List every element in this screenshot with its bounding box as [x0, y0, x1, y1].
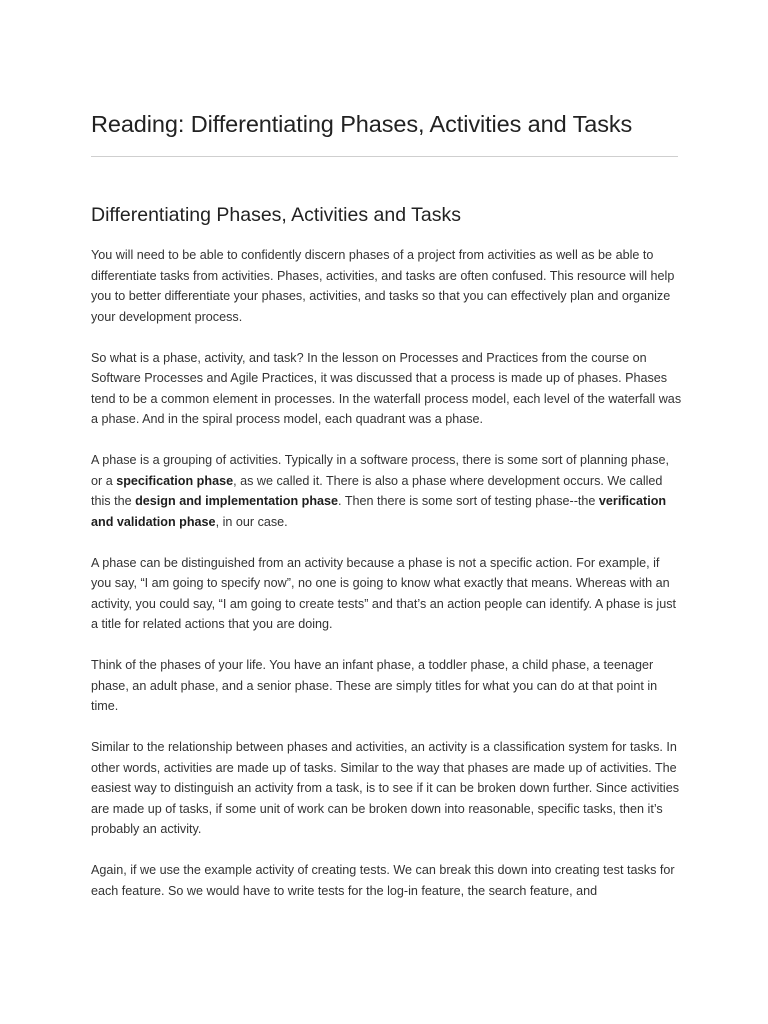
title-divider [91, 156, 678, 157]
bold-design-implementation-phase: design and implementation phase [135, 494, 339, 508]
phase-text-1: A phase is a grouping of activities. Typically in a software process, there is some sort of planning phase, or a [91, 453, 669, 488]
paragraph-intro: You will need to be able to confidently discern phases of a project from activities as well as be able to differentiate tasks from activities. Phases, activities, and tasks are often confused. This resource will help you to better differentiate your phases, activities, and tasks so that you can effectively plan and organize your development process. [91, 248, 675, 324]
paragraph-phase-grouping [91, 450, 683, 532]
phase-text-2: , as we called it. There is also a phase where development occurs. We called this the [91, 473, 663, 508]
article-body [91, 245, 683, 922]
page-title: Reading: Differentiating Phases, Activities and Tasks [91, 111, 633, 137]
paragraph-activity-vs-task: Similar to the relationship between phases and activities, an activity is a classification system for tasks. In other words, activities are made up of tasks. Similar to the way that phases are made up of activities. The easiest way to distinguish an activity from a task, is to see if it can be broken down further. Since activities are made up of tasks, if some unit of work can be broken down into reasonable, specific tasks, then it’s probably an activity. [91, 740, 679, 836]
phase-text-3: . Then there is some sort of testing phase--the [338, 494, 599, 508]
paragraph-test-example: Again, if we use the example activity of creating tests. We can break this down into creating test tasks for each feature. So we would have to write tests for the log-in feature, the search feature, and [91, 863, 675, 898]
paragraph-life-phases: Think of the phases of your life. You have an infant phase, a toddler phase, a child phase, a teenager phase, an adult phase, and a senior phase. These are simply titles for what you can do at that point in time. [91, 658, 658, 713]
phase-text-4: , in our case. [215, 514, 288, 529]
paragraph-definition-question: So what is a phase, activity, and task? In the lesson on Processes and Practices from the course on Software Processes and Agile Practices, it was discussed that a process is made up of phases. Phases tend to be a common element in processes. In the waterfall process model, each level of the waterfall was a phase. And in the spiral process model, each quadrant was a phase. [91, 350, 682, 426]
section-heading: Differentiating Phases, Activities and Tasks [91, 204, 461, 226]
paragraph-phase-vs-activity: A phase can be distinguished from an activity because a phase is not a specific action. For example, if you say, “I am going to specify now”, no one is going to know what exactly that means. Whereas with an activity, you could say, “I am going to create tests” and that’s an action people can identify. A phase is just a title for related actions that you are doing. [91, 555, 677, 631]
bold-verification-validation-phase: verification and validation phase [91, 494, 667, 529]
bold-specification-phase: specification phase [116, 473, 234, 488]
